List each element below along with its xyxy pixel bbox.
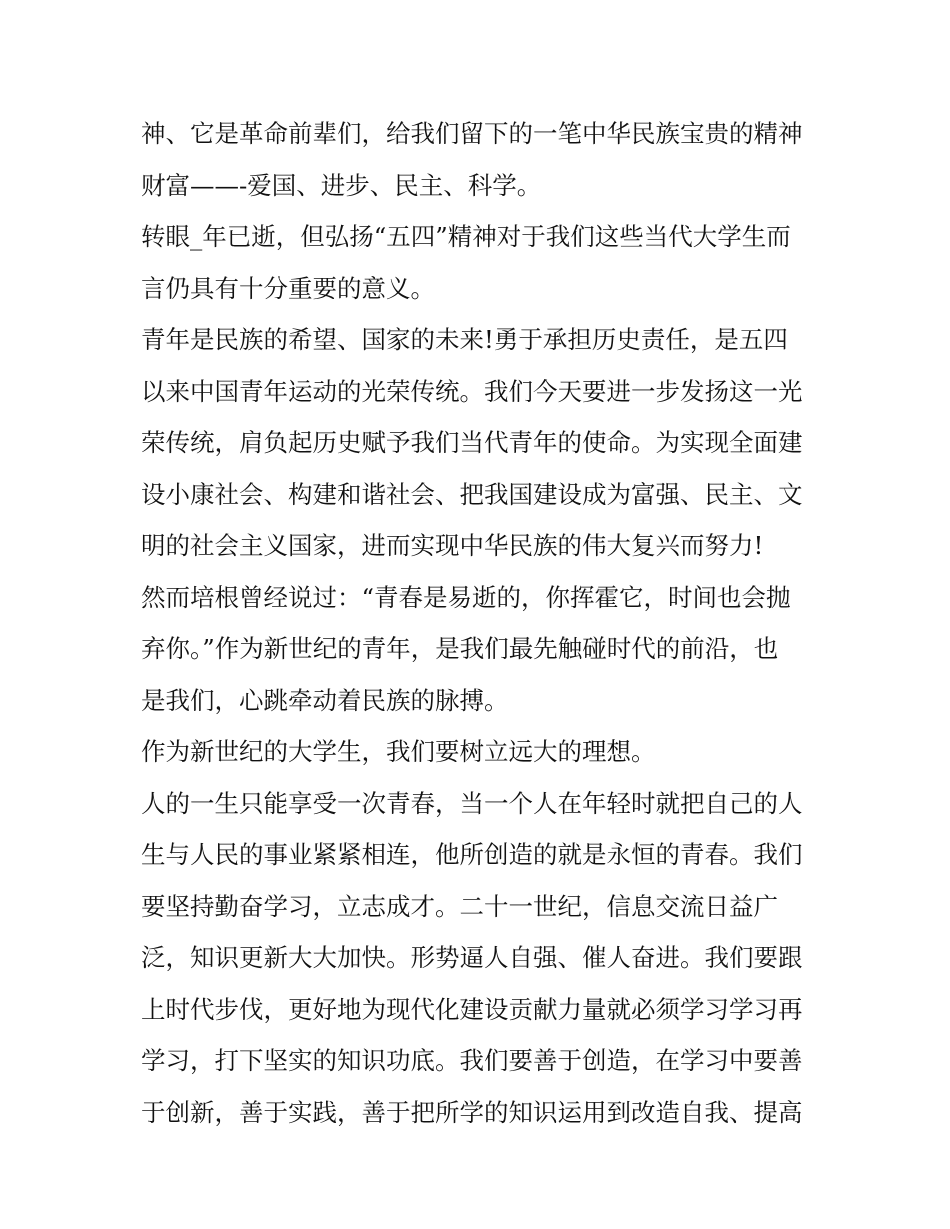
text-line: 泛，知识更新大大加快。形势逼人自强、催人奋进。我们要跟: [141, 943, 803, 972]
text-line: 然而培根曾经说过：“青春是易逝的，你挥霍它，时间也会抛: [141, 582, 791, 612]
text-line: 转眼_年已逝，但弘扬“五四”精神对于我们这些当代大学生而: [141, 222, 791, 251]
text-line: 上时代步伐，更好地为现代化建设贡献力量就必须学习学习再: [141, 994, 803, 1024]
text-line: 明的社会主义国家，进而实现中华民族的伟大复兴而努力!: [141, 531, 764, 560]
text-line: 作为新世纪的大学生，我们要树立远大的理想。: [141, 737, 656, 766]
text-line: 言仍具有十分重要的意义。: [141, 273, 435, 303]
text-line: 是我们，心跳牵动着民族的脉搏。: [141, 685, 509, 715]
text-line: 于创新，善于实践，善于把所学的知识运用到改造自我、提高: [141, 1097, 803, 1127]
text-line: 荣传统，肩负起历史赋予我们当代青年的使命。为实现全面建: [141, 428, 803, 457]
text-line: 要坚持勤奋学习，立志成才。二十一世纪，信息交流日益广: [141, 891, 778, 921]
text-line: 学习，打下坚实的知识功底。我们要善于创造，在学习中要善: [141, 1046, 803, 1075]
text-line: 青年是民族的希望、国家的未来!勇于承担历史责任，是五四: [141, 325, 788, 354]
text-line: 神、它是革命前辈们，给我们留下的一笔中华民族宝贵的精神: [141, 119, 803, 148]
text-line: 财富——-爱国、进步、民主、科学。: [141, 170, 542, 200]
text-line: 弃你。”作为新世纪的青年，是我们最先触碰时代的前沿，也: [141, 634, 779, 663]
body-text: [141, 108, 821, 1138]
text-line: 以来中国青年运动的光荣传统。我们今天要进一步发扬这一光: [141, 376, 803, 406]
text-line: 生与人民的事业紧紧相连，他所创造的就是永恒的青春。我们: [141, 840, 803, 869]
text-line: 设小康社会、构建和谐社会、把我国建设成为富强、民主、文: [141, 479, 803, 509]
text-line: 人的一生只能享受一次青春，当一个人在年轻时就把自己的人: [141, 788, 803, 818]
